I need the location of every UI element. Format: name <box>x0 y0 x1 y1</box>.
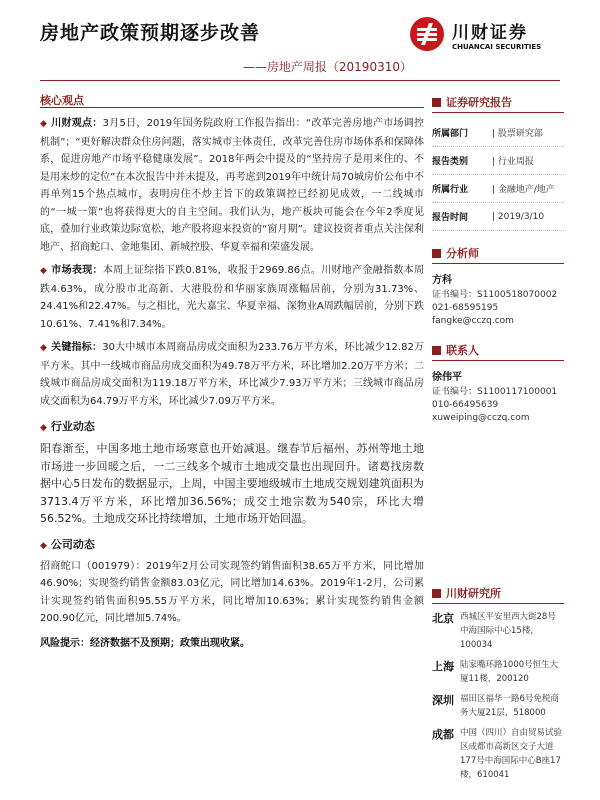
analyst-card <box>432 274 564 328</box>
company-heading: ◆ 公司动态 <box>40 537 95 551</box>
para-label: 市场表现： <box>51 265 103 276</box>
sidebar <box>432 94 564 788</box>
header-divider <box>40 80 560 81</box>
contact-email[interactable]: xuweiping@cczq.com <box>432 413 530 423</box>
industry-text: 阳春渐至，中国多地土地市场寒意也开始减退。继春节后福州、苏州等地土地市场进一步回暖之后，一二三线多个城市土地成交量也出现回升。诸葛找房数据中心5日发布的数据显示，上周，中国主要地级城市土地成交规划建筑面积为3713.4万平方米，环比增加36.56%；成交土地宗数为540宗，环比大增56.52%。土地成交环比持续增加，土地市场开始回温。 <box>40 442 424 525</box>
analyst-name: 方科 <box>432 275 452 286</box>
info-row-department: 所属部门 | 股票研究部 <box>432 119 564 147</box>
para-label: 川财观点： <box>51 118 103 129</box>
company-text: 招商蛇口（001979）：2019年2月公司实现签约销售面积38.65万平方米，同比增加46.90%；实现签约销售金额83.03亿元，同比增加14.63%。2019年1-2月，公司累计实现签约销售面积95.55万平方米，同比增加10.63%；累计实现签约销售金额200.90亿元，同比增加5.74%。 <box>40 560 424 624</box>
report-info-heading: 证券研究报告 <box>432 94 564 113</box>
analyst-heading: 分析师 <box>432 245 564 264</box>
square-bullet-icon <box>432 98 441 107</box>
address-shanghai: 上海 陆家嘴环路1000号恒生大厦11楼，200120 <box>432 660 559 684</box>
logo-mark-icon <box>410 17 444 51</box>
report-header <box>40 14 560 82</box>
diamond-bullet-icon: ◆ <box>40 423 47 433</box>
para-text: 本周上证综指下跌0.81%，收报于2969.86点。川财地产金融指数本周跌4.63%，成分股市北高新、大港股份和华丽家族周涨幅居前，分别为31.73%、24.41%和22.47%。与之相比，光大嘉宝、华夏幸福、深物业A周跌幅居前，分别下跌10.61%、7.41%和7.34%。 <box>40 265 425 330</box>
para-key-indicators <box>40 339 424 410</box>
contact-phone: 010-66495639 <box>432 400 499 410</box>
company-logo <box>410 14 560 54</box>
para-text: 3月5日，2019年国务院政府工作报告指出：“改革完善房地产市场调控机制”；“更好解决群众住房问题，落实城市主体责任，改革完善住房市场体系和保障体系，促进房地产市场平稳健康发展”。2018年两会中提及的“坚持房子是用来住的、不是用来炒的定位”在本次报告中并未提及，再考虑到2019年中统计局70城房价公布中不再单列15个热点城市，表明房住不炒主旨下的政策调控已经初见成效，一二线城市的“一城一策”也将获得更大的自主空间。我们认为，地产板块可能会在今年2季度见底，叠加行业政策边际宽松，地产股将迎来投资的“窗月期”。建议投资者重点关注保利地产、招商蛇口、金地集团、新城控股、华夏幸福和荣盛发展。 <box>40 118 425 253</box>
diamond-bullet-icon: ◆ <box>40 343 48 353</box>
contact-heading: 联系人 <box>432 342 564 361</box>
page-title: 房地产政策预期逐步改善 <box>40 22 261 44</box>
contact-name: 徐伟平 <box>432 372 462 383</box>
risk-warning: 风险提示：经济数据不及预期；政策出现收紧。 <box>40 637 250 649</box>
report-subtitle: ——房地产周报（20190310） <box>242 60 412 74</box>
diamond-bullet-icon: ◆ <box>40 540 47 551</box>
logo-en-text: CHUANCAI SECURITIES <box>452 42 542 51</box>
main-column <box>40 92 424 649</box>
para-text: 30大中城市本周商品房成交面积为233.76万平方米，环比减少12.82万平方米。其中一线城市商品房成交面积为49.78万平方米，环比增加2.20万平方米；二线城市商品房成交面积为119.18万平方米，环比减少7.93万平方米；三线城市商品房成交面积为64.79万平方米，环比减少7.09万平方米。 <box>40 342 425 407</box>
address-shenzhen: 深圳 福田区福华一路6号免税商务大厦21层，518000 <box>432 694 559 718</box>
contact-cert: 证书编号：S1100117100001 <box>432 387 558 397</box>
analyst-email[interactable]: fangke@cczq.com <box>432 316 514 326</box>
logo-cn-text: 川财证券 <box>452 22 528 43</box>
diamond-bullet-icon: ◆ <box>40 266 48 276</box>
square-bullet-icon <box>432 249 441 258</box>
address-chengdu: 成都 中国（四川）自由贸易试验区成都市高新区交子大道177号中海国际中心B座17楼，610041 <box>432 728 563 780</box>
analyst-cert: 证书编号：S1100518070002 <box>432 290 558 300</box>
square-bullet-icon <box>432 589 441 598</box>
para-label: 关键指标： <box>51 342 103 353</box>
square-bullet-icon <box>432 346 441 355</box>
address-beijing: 北京 西城区平安里西大街28号中海国际中心15楼，100034 <box>432 612 556 650</box>
info-row-category: 报告类别 | 行业周报 <box>432 147 564 175</box>
core-view-heading: 核心观点 <box>40 92 424 108</box>
para-chuancai-view <box>40 115 424 256</box>
diamond-bullet-icon: ◆ <box>40 119 48 129</box>
para-market-performance <box>40 262 424 333</box>
analyst-phone: 021-68595195 <box>432 303 499 313</box>
info-row-industry: 所属行业 | 金融地产/地产 <box>432 175 564 203</box>
industry-heading: ◆ 行业动态 <box>40 420 95 433</box>
info-row-date: 报告时间 | 2019/3/10 <box>432 203 564 231</box>
institute-heading: 川财研究所 <box>432 585 564 604</box>
contact-card <box>432 371 564 425</box>
